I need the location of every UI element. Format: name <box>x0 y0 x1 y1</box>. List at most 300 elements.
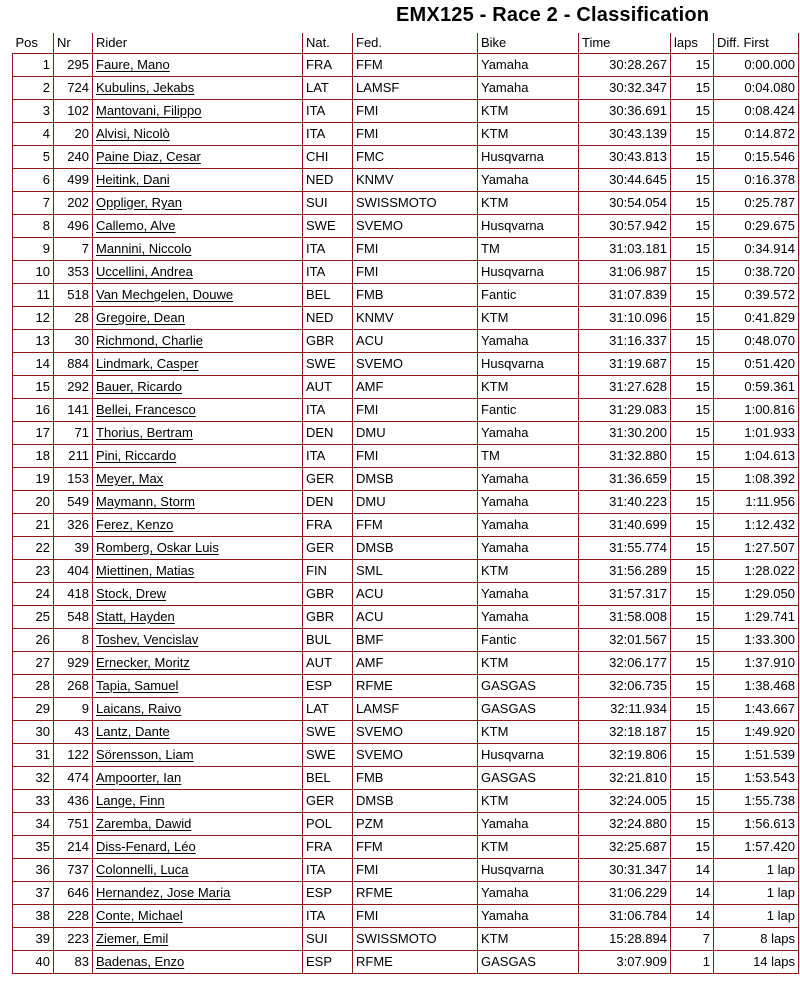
cell-nr: 9 <box>54 698 93 721</box>
cell-fed: RFME <box>353 882 478 905</box>
cell-fed: DMSB <box>353 790 478 813</box>
table-row <box>13 859 799 882</box>
rider-link[interactable]: Toshev, Vencislav <box>96 632 199 647</box>
cell-bike: Yamaha <box>478 77 579 100</box>
cell-diff-first: 1:37.910 <box>714 652 799 675</box>
cell-laps: 15 <box>671 123 714 146</box>
cell-rider <box>93 721 303 744</box>
cell-pos: 3 <box>13 100 54 123</box>
cell-laps: 15 <box>671 537 714 560</box>
cell-rider <box>93 192 303 215</box>
rider-link[interactable]: Van Mechgelen, Douwe <box>96 287 234 302</box>
cell-laps: 15 <box>671 652 714 675</box>
cell-laps: 15 <box>671 399 714 422</box>
cell-pos: 39 <box>13 928 54 951</box>
cell-time: 31:58.008 <box>579 606 671 629</box>
cell-pos: 10 <box>13 261 54 284</box>
rider-link[interactable]: Uccellini, Andrea <box>96 264 193 279</box>
rider-link[interactable]: Callemo, Alve <box>96 218 176 233</box>
cell-diff-first: 1:04.613 <box>714 445 799 468</box>
cell-diff-first: 0:59.361 <box>714 376 799 399</box>
cell-pos: 24 <box>13 583 54 606</box>
rider-link[interactable]: Ampoorter, Ian <box>96 770 182 785</box>
cell-nat: ITA <box>303 238 353 261</box>
cell-laps: 15 <box>671 169 714 192</box>
cell-diff-first: 1:00.816 <box>714 399 799 422</box>
table-row <box>13 744 799 767</box>
cell-rider <box>93 951 303 974</box>
cell-time: 32:19.806 <box>579 744 671 767</box>
cell-fed: LAMSF <box>353 698 478 721</box>
cell-laps: 15 <box>671 261 714 284</box>
cell-nat: BEL <box>303 767 353 790</box>
cell-fed: BMF <box>353 629 478 652</box>
cell-rider <box>93 307 303 330</box>
table-row <box>13 951 799 974</box>
table-row <box>13 652 799 675</box>
cell-nat: SWE <box>303 721 353 744</box>
cell-time: 30:43.139 <box>579 123 671 146</box>
cell-nr: 884 <box>54 353 93 376</box>
rider-link[interactable]: Kubulins, Jekabs <box>96 80 195 95</box>
cell-laps: 15 <box>671 146 714 169</box>
cell-time: 15:28.894 <box>579 928 671 951</box>
cell-pos: 12 <box>13 307 54 330</box>
cell-fed: AMF <box>353 376 478 399</box>
cell-fed: DMSB <box>353 537 478 560</box>
cell-time: 30:31.347 <box>579 859 671 882</box>
cell-rider <box>93 284 303 307</box>
cell-nat: AUT <box>303 376 353 399</box>
cell-bike: Yamaha <box>478 169 579 192</box>
cell-rider <box>93 767 303 790</box>
cell-fed: DMSB <box>353 468 478 491</box>
cell-time: 32:06.735 <box>579 675 671 698</box>
rider-link[interactable]: Sörensson, Liam <box>96 747 194 762</box>
cell-bike: Yamaha <box>478 813 579 836</box>
cell-bike: KTM <box>478 123 579 146</box>
cell-bike: Yamaha <box>478 468 579 491</box>
cell-diff-first: 1:29.741 <box>714 606 799 629</box>
cell-diff-first: 0:29.675 <box>714 215 799 238</box>
cell-laps: 1 <box>671 951 714 974</box>
cell-nat: GER <box>303 468 353 491</box>
column-header-rider: Rider <box>93 33 303 54</box>
cell-time: 30:43.813 <box>579 146 671 169</box>
cell-time: 32:21.810 <box>579 767 671 790</box>
cell-diff-first: 1:27.507 <box>714 537 799 560</box>
cell-pos: 8 <box>13 215 54 238</box>
cell-rider <box>93 169 303 192</box>
table-row <box>13 169 799 192</box>
cell-laps: 15 <box>671 813 714 836</box>
cell-time: 32:24.880 <box>579 813 671 836</box>
cell-laps: 7 <box>671 928 714 951</box>
cell-nr: 268 <box>54 675 93 698</box>
cell-nat: FRA <box>303 514 353 537</box>
cell-pos: 32 <box>13 767 54 790</box>
cell-laps: 15 <box>671 284 714 307</box>
cell-bike: KTM <box>478 652 579 675</box>
rider-link[interactable]: Statt, Hayden <box>96 609 175 624</box>
cell-time: 31:29.083 <box>579 399 671 422</box>
rider-link[interactable]: Bellei, Francesco <box>96 402 196 417</box>
cell-pos: 18 <box>13 445 54 468</box>
cell-nr: 141 <box>54 399 93 422</box>
cell-pos: 16 <box>13 399 54 422</box>
rider-link[interactable]: Oppliger, Ryan <box>96 195 182 210</box>
cell-diff-first: 0:38.720 <box>714 261 799 284</box>
table-row <box>13 192 799 215</box>
cell-laps: 14 <box>671 882 714 905</box>
rider-link[interactable]: Alvisi, Nicolò <box>96 126 170 141</box>
table-row <box>13 583 799 606</box>
cell-nr: 496 <box>54 215 93 238</box>
cell-bike: GASGAS <box>478 951 579 974</box>
cell-rider <box>93 790 303 813</box>
rider-link[interactable]: Pini, Riccardo <box>96 448 177 463</box>
cell-fed: DMU <box>353 422 478 445</box>
cell-fed: DMU <box>353 491 478 514</box>
cell-diff-first: 0:15.546 <box>714 146 799 169</box>
cell-time: 31:16.337 <box>579 330 671 353</box>
table-row <box>13 215 799 238</box>
cell-pos: 14 <box>13 353 54 376</box>
cell-pos: 26 <box>13 629 54 652</box>
cell-fed: ACU <box>353 606 478 629</box>
cell-rider <box>93 54 303 77</box>
rider-link[interactable]: Mannini, Niccolo <box>96 241 192 256</box>
cell-fed: FMC <box>353 146 478 169</box>
cell-nat: ESP <box>303 882 353 905</box>
cell-nat: BUL <box>303 629 353 652</box>
table-row <box>13 606 799 629</box>
table-row <box>13 54 799 77</box>
column-header-nat: Nat. <box>303 33 353 54</box>
cell-nr: 102 <box>54 100 93 123</box>
cell-pos: 2 <box>13 77 54 100</box>
cell-rider <box>93 514 303 537</box>
cell-laps: 15 <box>671 583 714 606</box>
cell-diff-first: 0:08.424 <box>714 100 799 123</box>
cell-nr: 153 <box>54 468 93 491</box>
cell-nr: 71 <box>54 422 93 445</box>
cell-fed: ACU <box>353 330 478 353</box>
cell-bike: Yamaha <box>478 537 579 560</box>
table-row <box>13 261 799 284</box>
table-row <box>13 399 799 422</box>
cell-nr: 646 <box>54 882 93 905</box>
rider-link[interactable]: Hernandez, Jose Maria <box>96 885 231 900</box>
rider-link[interactable]: Thorius, Bertram <box>96 425 193 440</box>
cell-nr: 474 <box>54 767 93 790</box>
cell-rider <box>93 928 303 951</box>
cell-nat: AUT <box>303 652 353 675</box>
cell-nat: SWE <box>303 744 353 767</box>
cell-pos: 27 <box>13 652 54 675</box>
cell-nr: 8 <box>54 629 93 652</box>
rider-link[interactable]: Laicans, Raivo <box>96 701 182 716</box>
cell-rider <box>93 698 303 721</box>
cell-laps: 15 <box>671 307 714 330</box>
cell-time: 31:40.699 <box>579 514 671 537</box>
cell-pos: 35 <box>13 836 54 859</box>
cell-pos: 4 <box>13 123 54 146</box>
cell-nr: 202 <box>54 192 93 215</box>
rider-link[interactable]: Gregoire, Dean <box>96 310 185 325</box>
rider-link[interactable]: Ferez, Kenzo <box>96 517 174 532</box>
cell-rider <box>93 399 303 422</box>
cell-nr: 929 <box>54 652 93 675</box>
cell-bike: Husqvarna <box>478 261 579 284</box>
cell-bike: TM <box>478 238 579 261</box>
cell-fed: SWISSMOTO <box>353 928 478 951</box>
cell-nr: 83 <box>54 951 93 974</box>
rider-link[interactable]: Bauer, Ricardo <box>96 379 182 394</box>
cell-time: 31:57.317 <box>579 583 671 606</box>
cell-nat: GBR <box>303 606 353 629</box>
rider-link[interactable]: Ernecker, Moritz <box>96 655 190 670</box>
classification-table <box>12 33 799 974</box>
cell-fed: SWISSMOTO <box>353 192 478 215</box>
rider-link[interactable]: Conte, Michael <box>96 908 183 923</box>
cell-nat: ITA <box>303 859 353 882</box>
table-row <box>13 353 799 376</box>
cell-nr: 122 <box>54 744 93 767</box>
cell-bike: Yamaha <box>478 583 579 606</box>
cell-laps: 15 <box>671 629 714 652</box>
cell-time: 31:55.774 <box>579 537 671 560</box>
cell-time: 30:54.054 <box>579 192 671 215</box>
cell-time: 31:32.880 <box>579 445 671 468</box>
cell-rider <box>93 813 303 836</box>
cell-laps: 15 <box>671 767 714 790</box>
cell-pos: 15 <box>13 376 54 399</box>
table-row <box>13 629 799 652</box>
cell-fed: FMI <box>353 100 478 123</box>
cell-bike: Yamaha <box>478 54 579 77</box>
cell-time: 31:06.784 <box>579 905 671 928</box>
rider-link[interactable]: Maymann, Storm <box>96 494 195 509</box>
rider-link[interactable]: Lindmark, Casper <box>96 356 199 371</box>
cell-pos: 34 <box>13 813 54 836</box>
cell-rider <box>93 905 303 928</box>
cell-time: 31:56.289 <box>579 560 671 583</box>
cell-nr: 353 <box>54 261 93 284</box>
table-row <box>13 514 799 537</box>
cell-nr: 724 <box>54 77 93 100</box>
rider-link[interactable]: Stock, Drew <box>96 586 167 601</box>
cell-fed: RFME <box>353 951 478 974</box>
cell-fed: LAMSF <box>353 77 478 100</box>
cell-diff-first: 14 laps <box>714 951 799 974</box>
cell-nat: SWE <box>303 353 353 376</box>
cell-rider <box>93 353 303 376</box>
rider-link[interactable]: Richmond, Charlie <box>96 333 203 348</box>
cell-pos: 38 <box>13 905 54 928</box>
cell-bike: KTM <box>478 790 579 813</box>
cell-time: 32:06.177 <box>579 652 671 675</box>
cell-time: 30:44.645 <box>579 169 671 192</box>
cell-laps: 15 <box>671 836 714 859</box>
cell-nat: NED <box>303 307 353 330</box>
cell-laps: 15 <box>671 721 714 744</box>
cell-fed: FFM <box>353 54 478 77</box>
cell-rider <box>93 215 303 238</box>
cell-rider <box>93 445 303 468</box>
rider-link[interactable]: Heitink, Dani <box>96 172 170 187</box>
cell-pos: 29 <box>13 698 54 721</box>
table-row <box>13 905 799 928</box>
cell-pos: 36 <box>13 859 54 882</box>
rider-link[interactable]: Meyer, Max <box>96 471 164 486</box>
cell-nr: 751 <box>54 813 93 836</box>
cell-fed: FMI <box>353 399 478 422</box>
cell-nat: GER <box>303 537 353 560</box>
cell-pos: 37 <box>13 882 54 905</box>
cell-laps: 14 <box>671 905 714 928</box>
cell-rider <box>93 330 303 353</box>
cell-nr: 499 <box>54 169 93 192</box>
cell-nat: CHI <box>303 146 353 169</box>
cell-rider <box>93 629 303 652</box>
table-row <box>13 376 799 399</box>
cell-rider <box>93 238 303 261</box>
cell-pos: 13 <box>13 330 54 353</box>
cell-nat: FIN <box>303 560 353 583</box>
cell-bike: Yamaha <box>478 422 579 445</box>
cell-bike: Husqvarna <box>478 353 579 376</box>
column-header-fed: Fed. <box>353 33 478 54</box>
table-row <box>13 836 799 859</box>
cell-bike: TM <box>478 445 579 468</box>
cell-time: 31:40.223 <box>579 491 671 514</box>
cell-pos: 1 <box>13 54 54 77</box>
cell-laps: 15 <box>671 491 714 514</box>
rider-link[interactable]: Badenas, Enzo <box>96 954 185 969</box>
cell-nat: ITA <box>303 399 353 422</box>
cell-time: 31:06.987 <box>579 261 671 284</box>
cell-time: 31:03.181 <box>579 238 671 261</box>
cell-bike: GASGAS <box>478 675 579 698</box>
cell-fed: KNMV <box>353 169 478 192</box>
cell-fed: FMB <box>353 284 478 307</box>
rider-link[interactable]: Miettinen, Matias <box>96 563 195 578</box>
cell-laps: 15 <box>671 77 714 100</box>
cell-bike: Yamaha <box>478 905 579 928</box>
table-row <box>13 238 799 261</box>
table-row <box>13 928 799 951</box>
cell-diff-first: 1:55.738 <box>714 790 799 813</box>
cell-diff-first: 1:33.300 <box>714 629 799 652</box>
cell-fed: FFM <box>353 514 478 537</box>
cell-pos: 30 <box>13 721 54 744</box>
cell-nr: 28 <box>54 307 93 330</box>
cell-rider <box>93 376 303 399</box>
cell-laps: 14 <box>671 859 714 882</box>
column-header-diff-first: Diff. First <box>714 33 799 54</box>
cell-diff-first: 1:51.539 <box>714 744 799 767</box>
cell-nat: ESP <box>303 951 353 974</box>
cell-rider <box>93 491 303 514</box>
cell-nat: FRA <box>303 54 353 77</box>
rider-link[interactable]: Zaremba, Dawid <box>96 816 192 831</box>
cell-pos: 5 <box>13 146 54 169</box>
cell-rider <box>93 859 303 882</box>
rider-link[interactable]: Romberg, Oskar Luis <box>96 540 219 555</box>
cell-rider <box>93 261 303 284</box>
rider-link[interactable]: Paine Diaz, Cesar <box>96 149 201 164</box>
cell-laps: 15 <box>671 353 714 376</box>
cell-nat: LAT <box>303 77 353 100</box>
cell-fed: RFME <box>353 675 478 698</box>
cell-diff-first: 1:01.933 <box>714 422 799 445</box>
column-header-nr: Nr <box>54 33 93 54</box>
cell-diff-first: 1:08.392 <box>714 468 799 491</box>
cell-fed: FMI <box>353 445 478 468</box>
cell-rider <box>93 675 303 698</box>
cell-bike: KTM <box>478 836 579 859</box>
cell-fed: SVEMO <box>353 215 478 238</box>
rider-link[interactable]: Tapia, Samuel <box>96 678 179 693</box>
cell-fed: FMI <box>353 261 478 284</box>
cell-bike: Husqvarna <box>478 744 579 767</box>
table-row <box>13 468 799 491</box>
cell-diff-first: 1:11.956 <box>714 491 799 514</box>
rider-link[interactable]: Ziemer, Emil <box>96 931 169 946</box>
table-row <box>13 307 799 330</box>
rider-link[interactable]: Faure, Mano <box>96 57 170 72</box>
cell-diff-first: 0:04.080 <box>714 77 799 100</box>
cell-pos: 21 <box>13 514 54 537</box>
rider-link[interactable]: Colonnelli, Luca <box>96 862 189 877</box>
cell-bike: KTM <box>478 192 579 215</box>
table-row <box>13 491 799 514</box>
cell-pos: 28 <box>13 675 54 698</box>
cell-pos: 22 <box>13 537 54 560</box>
table-row <box>13 790 799 813</box>
cell-bike: Yamaha <box>478 514 579 537</box>
table-row <box>13 721 799 744</box>
cell-bike: KTM <box>478 307 579 330</box>
table-body <box>13 54 799 974</box>
cell-fed: FMB <box>353 767 478 790</box>
cell-pos: 11 <box>13 284 54 307</box>
cell-nr: 737 <box>54 859 93 882</box>
cell-pos: 20 <box>13 491 54 514</box>
rider-link[interactable]: Lange, Finn <box>96 793 165 808</box>
table-row <box>13 445 799 468</box>
cell-bike: KTM <box>478 721 579 744</box>
cell-fed: FMI <box>353 238 478 261</box>
cell-nat: SUI <box>303 928 353 951</box>
cell-diff-first: 0:00.000 <box>714 54 799 77</box>
cell-diff-first: 0:41.829 <box>714 307 799 330</box>
cell-laps: 15 <box>671 698 714 721</box>
cell-nat: ITA <box>303 123 353 146</box>
cell-pos: 7 <box>13 192 54 215</box>
rider-link[interactable]: Lantz, Dante <box>96 724 170 739</box>
cell-fed: FMI <box>353 859 478 882</box>
cell-nr: 436 <box>54 790 93 813</box>
cell-time: 30:32.347 <box>579 77 671 100</box>
cell-laps: 15 <box>671 422 714 445</box>
rider-link[interactable]: Diss-Fenard, Léo <box>96 839 196 854</box>
cell-bike: Yamaha <box>478 330 579 353</box>
cell-laps: 15 <box>671 215 714 238</box>
table-row <box>13 422 799 445</box>
rider-link[interactable]: Mantovani, Filippo <box>96 103 202 118</box>
